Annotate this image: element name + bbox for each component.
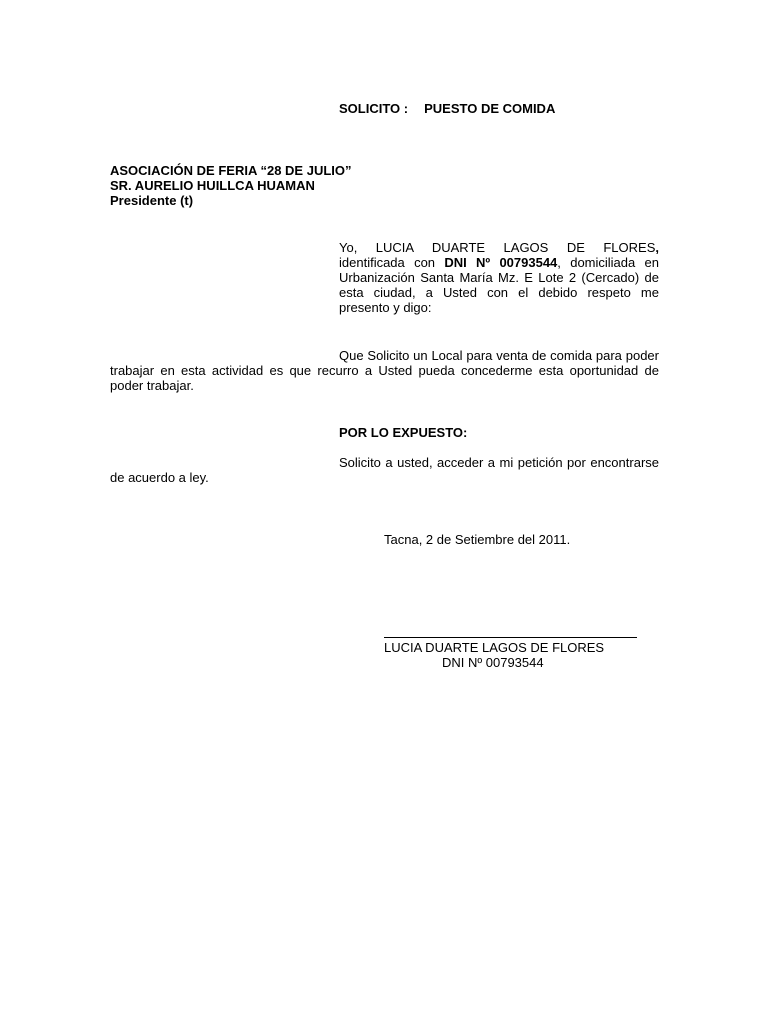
signature-line [384, 637, 637, 638]
intro-first-line [339, 240, 659, 255]
intro-dni: DNI Nº 00793544 [444, 255, 558, 270]
closing-text: Solicito a usted, acceder a mi petición por encontrarse de acuerdo a ley. [110, 455, 659, 485]
intro-id-prefix: identificada con [339, 255, 445, 270]
subject-value: PUESTO DE COMIDA [424, 101, 556, 116]
closing-paragraph [110, 455, 659, 485]
request-paragraph [110, 348, 659, 393]
recipient-name: SR. AURELIO HUILLCA HUAMAN [110, 178, 315, 193]
request-text: Que Solicito un Local para venta de comida para poder trabajar en esta actividad es que recurro a Usted pueda concederme esta oportunidad de poder trabajar. [110, 348, 659, 393]
date-line: Tacna, 2 de Setiembre del 2011. [384, 532, 571, 547]
intro-paragraph [339, 240, 659, 315]
signature-dni: DNI Nº 00793544 [442, 655, 544, 670]
signature-name: LUCIA DUARTE LAGOS DE FLORES [384, 640, 605, 655]
recipient-block [110, 163, 352, 208]
closing-heading: POR LO EXPUESTO: [339, 425, 468, 440]
subject-line [339, 101, 555, 116]
intro-rest: , domiciliada en Urbanización Santa María Mz. E Lote 2 (Cercado) de esta ciudad, a Usted con el debido respeto me presento y digo: [339, 255, 659, 315]
recipient-role: Presidente (t) [110, 193, 194, 208]
recipient-organization: ASOCIACIÓN DE FERIA “28 DE JULIO” [110, 163, 352, 178]
intro-comma: , [655, 240, 659, 255]
subject-label: SOLICITO : [339, 101, 409, 116]
intro-lead: Yo, LUCIA DUARTE LAGOS DE FLORES [339, 240, 656, 255]
